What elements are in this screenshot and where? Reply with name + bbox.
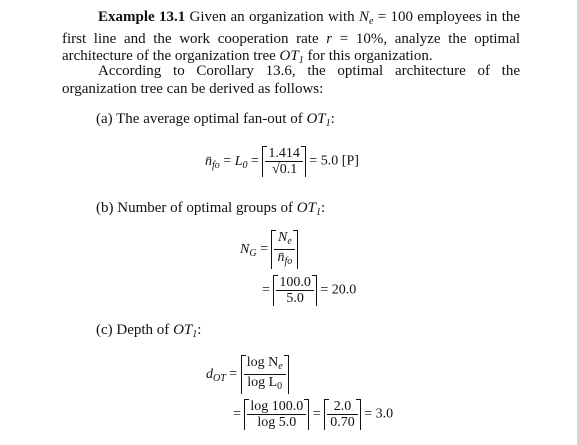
nfo-symbol: $n̄_{fo}$ <box>205 153 220 171</box>
part-c-heading: (c) Depth of $OT_1$: <box>96 322 202 340</box>
example-paragraph <box>62 9 520 70</box>
equation-a: $n̄_{fo} = L_0$ = $\frac{1.414}{√0.1}$ = 5.0 [P] <box>205 146 359 177</box>
example-text-2: = 100 employees in the first line and the work cooperation rate <box>62 9 521 47</box>
ceiling-b1: $\frac{N_e}{n̄_{fo}}$ <box>271 230 298 269</box>
ne-symbol: $N_e$ <box>358 9 374 27</box>
equation-b-line2: = $\frac{100.0}{5.0}$ = 20.0 <box>262 275 357 306</box>
example-text-1: Given an organization with <box>189 9 355 25</box>
result-c: = 3.0 <box>364 406 394 422</box>
corollary-paragraph <box>62 63 520 98</box>
equation-c-line2: = $\frac{\log 100.0}{\log 5.0}$ = $\frac{2.0}{0.70}$ = 3.0 <box>233 399 394 430</box>
ot-symbol: $OT_1$ <box>279 48 304 66</box>
r-symbol: r <box>326 30 333 47</box>
dot-symbol: $d_{OT}$ <box>206 366 226 384</box>
example-text-4: for this organization. <box>307 48 433 64</box>
l0-symbol: $L_0$ <box>234 153 248 171</box>
ceiling-c2: $\frac{\log 100.0}{\log 5.0}$ <box>244 399 309 430</box>
ceiling-c3: $\frac{2.0}{0.70}$ <box>324 399 361 430</box>
result-b: = 20.0 <box>320 282 357 298</box>
equation-c-line1: $d_{OT}$ = $\frac{\log N_e}{\log L_0}$ <box>206 355 289 394</box>
ceiling-b2: $\frac{100.0}{5.0}$ <box>273 275 317 306</box>
example-label: Example 13.1 <box>98 9 186 25</box>
corollary-text: According to Corollary 13.6, the optimal architecture of the organization tree can be derived as follows: <box>62 63 520 97</box>
part-a-heading: (a) The average optimal fan-out of $OT_1$: <box>96 111 335 129</box>
part-b-heading: (b) Number of optimal groups of $OT_1$: <box>96 200 326 218</box>
example-text-3: = 10%, analyze the optimal architecture of the organization tree <box>62 30 521 64</box>
ceiling-a: $\frac{1.414}{√0.1}$ <box>262 146 306 177</box>
equation-b-line1: $N_G$ = $\frac{N_e}{n̄_{fo}}$ <box>240 230 298 269</box>
ceiling-c1: $\frac{\log N_e}{\log L_0}$ <box>241 355 289 394</box>
ng-symbol: $N_G$ <box>240 241 257 259</box>
result-a: = 5.0 [P] <box>309 153 359 169</box>
